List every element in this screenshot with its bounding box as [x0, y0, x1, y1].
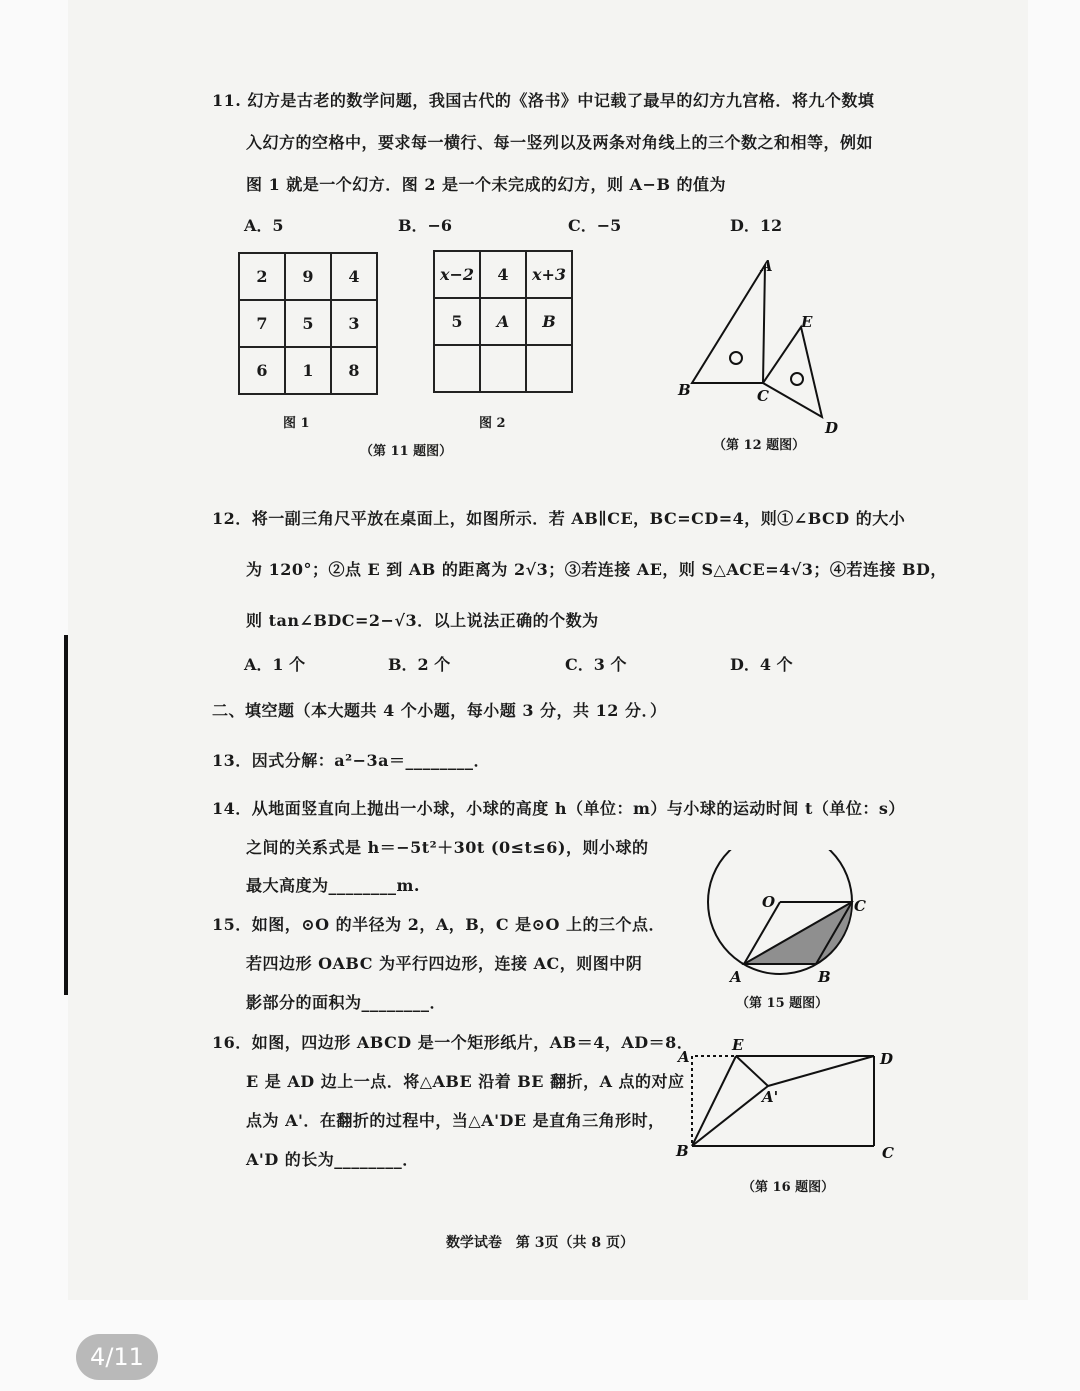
label-a-prime: A' [762, 1088, 779, 1106]
fig1-cell: 2 [239, 253, 285, 300]
segment-ea-prime [736, 1056, 768, 1086]
triangle-cde [763, 327, 822, 417]
q16-line-3: 点为 A'．在翻折的过程中，当△A'DE 是直角三角形时， [246, 1111, 665, 1130]
fig12-caption: （第 12 题图） [713, 438, 806, 453]
q11-figure-caption: （第 11 题图） [360, 444, 453, 459]
q11-line-2: 入幻方的空格中，要求每一横行、每一竖列以及两条对角线上的三个数之和相等，例如 [246, 133, 874, 152]
q11-line-1: 11. 幻方是古老的数学问题，我国古代的《洛书》中记载了最早的幻方九宫格．将九个数填 [212, 91, 875, 110]
fig2-cell: x−2 [434, 251, 480, 298]
label-a: A [730, 968, 742, 986]
magic-square-figure-2 [433, 250, 573, 393]
magic-square-figure-1 [238, 252, 378, 395]
label-b: B [818, 968, 831, 986]
scan-edge-mark [64, 635, 68, 995]
fig1-cell: 7 [239, 300, 285, 347]
fig2-cell [526, 345, 572, 392]
fig15-caption: （第 15 题图） [736, 996, 829, 1011]
fig1-cell: 5 [285, 300, 331, 347]
q15-line-2: 若四边形 OABC 为平行四边形，连接 AC，则图中阴 [246, 954, 643, 973]
q11-option-a: A．5 [244, 216, 284, 235]
q15-line-3: 影部分的面积为________． [246, 993, 447, 1012]
q12-option-c: C．3 个 [565, 655, 627, 674]
fig2-cell [434, 345, 480, 392]
label-a: A [678, 1048, 690, 1066]
q11-line-3: 图 1 就是一个幻方．图 2 是一个未完成的幻方，则 A−B 的值为 [246, 175, 727, 194]
label-c: C [882, 1144, 894, 1162]
fig1-cell: 9 [285, 253, 331, 300]
label-d: D [825, 419, 839, 435]
label-a: A [761, 257, 773, 275]
fig2-cell: x+3 [526, 251, 572, 298]
fig2-cell: A [480, 298, 526, 345]
q16-line-4: A'D 的长为________． [246, 1150, 419, 1169]
label-e: E [732, 1036, 744, 1054]
q12-line-1: 12．将一副三角尺平放在桌面上，如图所示．若 AB∥CE，BC=CD=4，则①∠BCD 的大小 [212, 509, 906, 528]
label-d: D [880, 1050, 894, 1068]
q12-option-b: B．2 个 [388, 655, 451, 674]
q12-option-d: D．4 个 [730, 655, 793, 674]
q12-option-a: A．1 个 [244, 655, 306, 674]
ruler-hole-1 [730, 352, 742, 364]
fig2-cell: B [526, 298, 572, 345]
q12-line-3: 则 tan∠BDC=2−√3．以上说法正确的个数为 [246, 611, 599, 630]
fig2-cell: 4 [480, 251, 526, 298]
q16-line-1: 16．如图，四边形 ABCD 是一个矩形纸片，AB＝4，AD＝8． [212, 1033, 694, 1052]
label-e: E [801, 313, 813, 331]
label-b: B [676, 1142, 689, 1160]
label-o: O [762, 893, 776, 911]
fig2-cell [480, 345, 526, 392]
fig1-cell: 8 [331, 347, 377, 394]
page-indicator-badge[interactable]: 4/11 [76, 1334, 158, 1380]
segment-a-prime-d [768, 1056, 874, 1086]
fig1-cell: 4 [331, 253, 377, 300]
q14-line-3: 最大高度为________m. [246, 876, 421, 895]
q14-line-1: 14．从地面竖直向上抛出一小球，小球的高度 h（单位：m）与小球的运动时间 t（单位：s） [212, 799, 905, 818]
ruler-hole-2 [791, 373, 803, 385]
q13-text: 13．因式分解：a²−3a＝________． [212, 751, 491, 770]
fig1-cell: 1 [285, 347, 331, 394]
q11-option-d: D．12 [730, 216, 783, 235]
fig16-caption: （第 16 题图） [742, 1180, 835, 1195]
label-c: C [854, 897, 866, 915]
page-footer: 数学试卷 第 3页（共 8 页） [445, 1235, 635, 1251]
label-b: B [678, 381, 691, 399]
figure-15-circle [700, 850, 880, 990]
fig1-cell: 6 [239, 347, 285, 394]
label-c: C [757, 387, 769, 405]
triangle-abc [692, 265, 765, 383]
q12-line-2: 为 120°；②点 E 到 AB 的距离为 2√3；③若连接 AE，则 S△ACE=4√3；④若连接 BD， [246, 560, 947, 579]
segment-ba-prime [692, 1086, 768, 1146]
q15-line-1: 15．如图，⊙O 的半径为 2，A，B，C 是⊙O 上的三个点． [212, 915, 666, 934]
q16-line-2: E 是 AD 边上一点．将△ABE 沿着 BE 翻折，A 点的对应 [246, 1072, 685, 1091]
fig2-cell: 5 [434, 298, 480, 345]
q11-option-c: C．−5 [568, 216, 622, 235]
fig1-label: 图 1 [283, 416, 310, 431]
q11-option-b: B．−6 [398, 216, 453, 235]
fig1-cell: 3 [331, 300, 377, 347]
fig2-label: 图 2 [479, 416, 506, 431]
figure-16-rectangle [670, 1030, 900, 1170]
figure-12-triangles [670, 255, 850, 435]
segment-be [692, 1056, 736, 1146]
q14-line-2: 之间的关系式是 h＝−5t²＋30t (0≤t≤6)，则小球的 [246, 838, 649, 857]
section-2-title: 二、填空题（本大题共 4 个小题，每小题 3 分，共 12 分．） [212, 701, 667, 720]
